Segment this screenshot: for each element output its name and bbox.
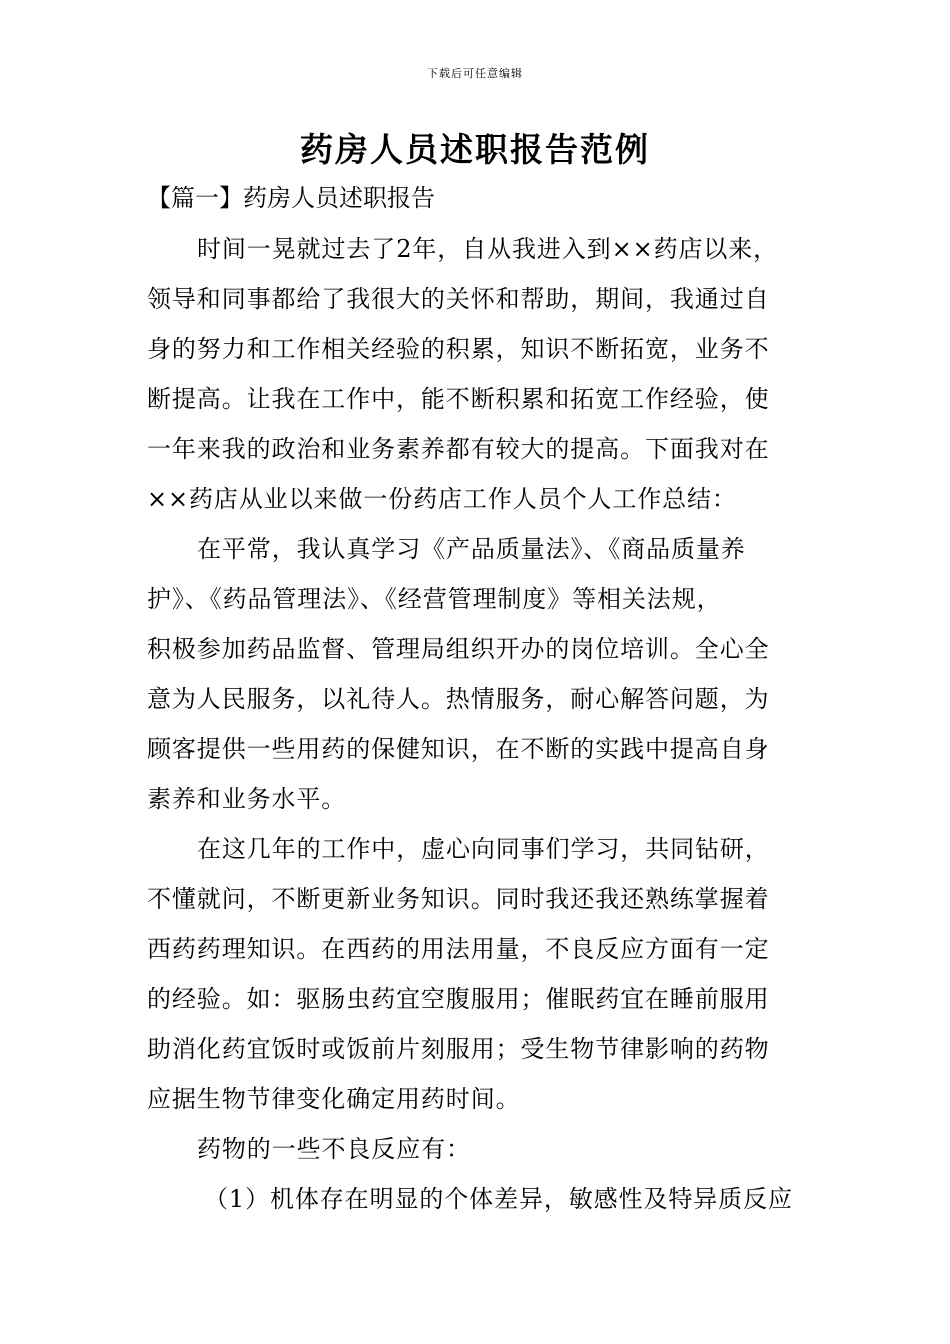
paragraph-line: 一年来我的政治和业务素养都有较大的提高。下面我对在 bbox=[147, 435, 770, 463]
paragraph bbox=[147, 824, 807, 1124]
paragraph-line: 护》、《药品管理法》、《经营管理制度》等相关法规， bbox=[147, 585, 722, 613]
paragraph bbox=[147, 224, 807, 524]
document-title: 药房人员述职报告范例 bbox=[300, 130, 650, 169]
document-body bbox=[147, 224, 807, 1224]
paragraph-line: 助消化药宜饭时或饭前片刻服用；受生物节律影响的药物 bbox=[147, 1035, 770, 1063]
paragraph-line: 意为人民服务，以礼待人。热情服务，耐心解答问题，为 bbox=[147, 685, 770, 713]
paragraph-line: 断提高。让我在工作中，能不断积累和拓宽工作经验，使 bbox=[147, 385, 770, 413]
paragraph-line: 顾客提供一些用药的保健知识，在不断的实践中提高自身 bbox=[147, 735, 770, 763]
list-item-line: （1）机体存在明显的个体差异，敏感性及特异质反应 bbox=[204, 1185, 793, 1213]
paragraph-line: 应据生物节律变化确定用药时间。 bbox=[147, 1085, 521, 1113]
paragraph-line: 素养和业务水平。 bbox=[147, 785, 347, 813]
list-item bbox=[147, 1174, 807, 1224]
paragraph-line: 的经验。如：驱肠虫药宜空腹服用；催眠药宜在睡前服用 bbox=[147, 985, 770, 1013]
paragraph-line: 积极参加药品监督、管理局组织开办的岗位培训。全心全 bbox=[147, 635, 770, 663]
paragraph-line: 不懂就问，不断更新业务知识。同时我还我还熟练掌握着 bbox=[147, 885, 770, 913]
paragraph-line: 西药药理知识。在西药的用法用量，不良反应方面有一定 bbox=[147, 935, 770, 963]
paragraph-line: 药物的一些不良反应有： bbox=[197, 1135, 471, 1163]
paragraph-line: 身的努力和工作相关经验的积累，知识不断拓宽，业务不 bbox=[147, 335, 770, 363]
paragraph-line: 在这几年的工作中，虚心向同事们学习，共同钻研， bbox=[197, 835, 770, 863]
paragraph bbox=[147, 524, 807, 824]
paragraph-line: 领导和同事都给了我很大的关怀和帮助，期间，我通过自 bbox=[147, 285, 770, 313]
paragraph-line: 时间一晃就过去了2年，自从我进入到××药店以来， bbox=[197, 235, 779, 263]
header-note: 下载后可任意编辑 bbox=[427, 67, 523, 80]
section-heading: 【篇一】药房人员述职报告 bbox=[147, 184, 435, 212]
paragraph-line: ××药店从业以来做一份药店工作人员个人工作总结： bbox=[147, 485, 737, 513]
paragraph-line: 在平常，我认真学习《产品质量法》、《商品质量养 bbox=[197, 535, 746, 563]
paragraph bbox=[147, 1124, 807, 1174]
